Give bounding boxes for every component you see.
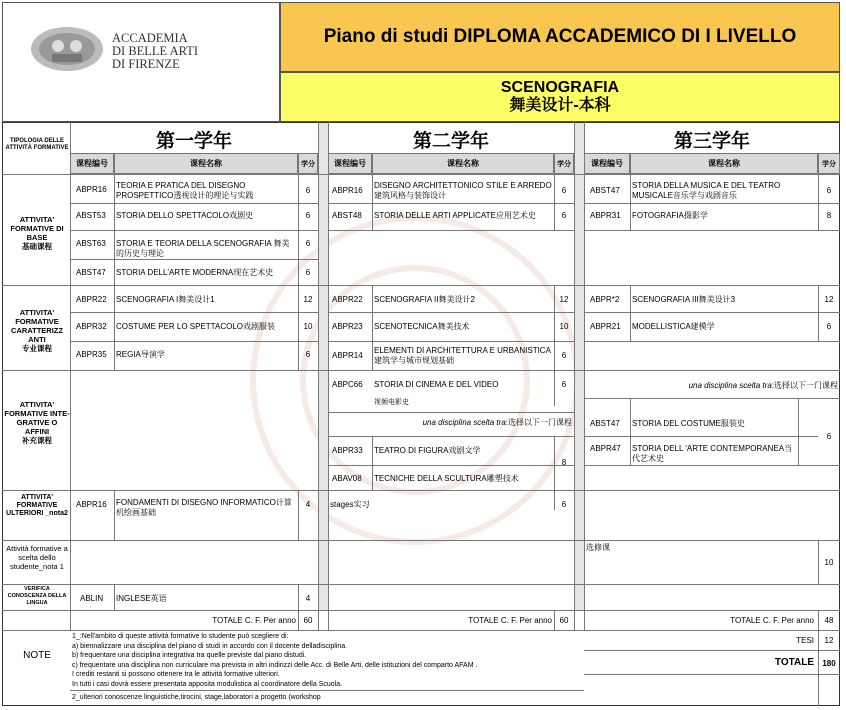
- y2-r5-credit: 12: [559, 295, 569, 304]
- y2-r7-name: ELEMENTI DI ARCHITETTURA E URBANISTICA建筑学与城市规划基础: [374, 346, 551, 365]
- y3-r1-name: STORIA DELLA MUSICA E DEL TEATRO MUSICALE音乐学与戏剧音乐: [632, 181, 781, 200]
- y1-r1-credit: 6: [305, 186, 311, 195]
- y2-stages: stages实习: [330, 500, 370, 509]
- y1-r5-name: SCENOGRAFIA I舞美设计1: [116, 295, 215, 304]
- logo-line-2: DI BELLE ARTI: [112, 44, 199, 58]
- y2-r7-code: ABPR14: [332, 351, 363, 360]
- y3-r2-name: FOTOGRAFIA摄影学: [632, 211, 708, 220]
- y1-r3-name: STORIA E TEORIA DELLA SCENOGRAFIA 舞美的历史与理论: [116, 239, 290, 258]
- subtitle-cn: 舞美设计-本科: [509, 97, 611, 114]
- y1-col-name: 课程名称: [114, 153, 298, 174]
- year-1-title: 第一学年: [155, 131, 232, 152]
- y2-total: 60: [559, 616, 569, 625]
- y1-r9-credit: 4: [305, 594, 311, 603]
- subtitle-banner: [280, 72, 840, 122]
- y3-scelta-label: una disciplina scelta tra:选择以下一门课程: [688, 381, 838, 390]
- y1-col-credit: 学分: [298, 153, 318, 174]
- y2-col-credit: 学分: [554, 153, 574, 174]
- y2-stages-credit: 6: [561, 500, 567, 509]
- y1-r6-name: COSTUME PER LO SPETTACOLO戏剧服装: [116, 322, 275, 331]
- tipologia-header: TIPOLOGIA DELLE ATTIVITÀ FORMATIVE: [5, 138, 69, 151]
- y1-r5-code: ABPR22: [76, 295, 107, 304]
- y2-scelta-label: una disciplina scelta tra:选择以下一门课程: [422, 418, 572, 427]
- y1-r8-credit: 4: [305, 500, 311, 509]
- y2-col-code: 课程编号: [328, 153, 372, 174]
- y1-r2-code: ABST53: [76, 211, 106, 220]
- page-title: Piano di studi DIPLOMA ACCADEMICO DI I LIVELLO: [323, 26, 797, 47]
- note-line: c) frequentare una disciplina non curriculare ma prevista in altri indirizzi delle Acc. di Belle Arti, delle istituzioni del comparto AFAM .: [72, 661, 478, 669]
- y1-total-label: TOTALE C. F. Per anno: [212, 616, 296, 625]
- y3-r2-code: ABPR31: [590, 211, 621, 220]
- y1-r3-code: ABST63: [76, 239, 106, 248]
- y2-r2-code: ABST48: [332, 211, 362, 220]
- y1-col-code: 课程编号: [70, 153, 114, 174]
- y1-r7-code: ABPR35: [76, 350, 107, 359]
- note-line: I crediti restanti si possono ottenere tra le attività formative ulteriori.: [72, 671, 280, 679]
- y3-col-name: 课程名称: [630, 153, 818, 174]
- y1-r8-code: ABPR16: [76, 500, 107, 509]
- year-2-title: 第二学年: [412, 131, 489, 152]
- y2-r10-name: TECNICHE DELLA SCULTURA雕塑技术: [374, 474, 519, 483]
- y3-r6-name: MODELLISTICA建模学: [632, 322, 715, 331]
- y2-r8-code: ABPC66: [332, 380, 363, 389]
- logo-line-1: ACCADEMIA: [112, 31, 188, 45]
- y2-r1-name: DISEGNO ARCHITETTONICO STILE E ARREDO建筑风格与装饰设计: [374, 181, 552, 200]
- y3-r1-credit: 6: [826, 186, 832, 195]
- y3-r5-name: SCENOGRAFIA III舞美设计3: [632, 295, 736, 304]
- y2-r2-name: STORIA DELLE ARTI APPLICATE应用艺术史: [374, 211, 536, 220]
- y3-col-code: 课程编号: [584, 153, 630, 174]
- logo-line-3: DI FIRENZE: [112, 57, 180, 71]
- y3-scelta-note: 选修课: [586, 543, 610, 552]
- y3-total: 48: [824, 616, 834, 625]
- academy-crest-icon: [28, 24, 106, 74]
- y3-total-label: TOTALE C. F. Per anno: [730, 616, 814, 625]
- tesi-credit: 12: [824, 636, 834, 645]
- totale-label: TOTALE: [774, 657, 814, 668]
- cat-integrative: ATTIVITA' FORMATIVE INTE-GRATIVE O AFFINI 补充课程: [4, 400, 70, 445]
- y2-r6-credit: 10: [559, 322, 569, 331]
- y1-r8-name: FONDAMENTI DI DISEGNO INFORMATICO计算机绘画基础: [116, 498, 292, 517]
- y2-r6-code: ABPR23: [332, 322, 363, 331]
- cat-base: ATTIVITA' FORMATIVE DI BASE 基础课程: [10, 215, 64, 251]
- note-line: In tutti i casi dovrà essere presentata apposita modulistica al coordinatore della Scuola.: [72, 680, 343, 688]
- y2-total-label: TOTALE C. F. Per anno: [468, 616, 552, 625]
- y1-r6-code: ABPR32: [76, 322, 107, 331]
- y2-r7-credit: 6: [561, 351, 567, 360]
- cat-verifica: VERIFICA CONOSCENZA DELLA LINGUA: [7, 586, 67, 606]
- y3-scelta-credit: 10: [824, 558, 834, 567]
- cat-caratterizzanti: ATTIVITA' FORMATIVE CARATTERIZZ ANTI 专业课程: [11, 308, 63, 353]
- y2-r5-code: ABPR22: [332, 295, 363, 304]
- tesi-label: TESI: [796, 636, 814, 645]
- subtitle: SCENOGRAFIA: [500, 79, 620, 96]
- y2-r9-credit: 8: [561, 458, 567, 467]
- y3-r9-name: STORIA DELL 'ARTE CONTEMPORANEA当代艺术史: [632, 444, 793, 463]
- y2-r6-name: SCENOTECNICA舞美技术: [374, 322, 470, 331]
- y1-r4-code: ABST47: [76, 268, 106, 277]
- y2-r2-credit: 6: [561, 211, 567, 220]
- cat-ulteriori: ATTIVITA' FORMATIVE ULTERIORI _nota2: [6, 494, 68, 517]
- y1-r1-name: TEORIA E PRATICA DEL DISEGNO PROSPETTICO透视设计的理论与实践: [116, 181, 254, 200]
- y1-total: 60: [303, 616, 313, 625]
- y1-r4-credit: 6: [305, 268, 311, 277]
- y1-r9-name: INGLESE英语: [116, 594, 167, 603]
- y3-r9-code: ABPR47: [590, 444, 621, 453]
- y1-r6-credit: 10: [303, 322, 313, 331]
- y2-r5-name: SCENOGRAFIA II舞美设计2: [374, 295, 475, 304]
- cat-note: NOTE: [23, 650, 51, 661]
- y3-r2-credit: 8: [826, 211, 832, 220]
- y3-r5-code: ABPR*2: [590, 295, 620, 304]
- y3-r8-name: STORIA DEL COSTUME服装史: [632, 419, 745, 428]
- y2-r8-name: STORIA DI CINEMA E DEL VIDEO: [374, 380, 499, 389]
- note-line: a) biennalizzare una disciplina del piano di studi in accordo con il docente delladisciplina.: [72, 642, 348, 650]
- y3-r6-code: ABPR21: [590, 322, 621, 331]
- y2-r10-code: ABAV08: [332, 474, 362, 483]
- y1-r2-name: STORIA DELLO SPETTACOLO戏剧史: [116, 211, 254, 220]
- y2-r1-credit: 6: [561, 186, 567, 195]
- title-banner: [280, 2, 840, 72]
- y2-r1-code: ABPR16: [332, 186, 363, 195]
- y1-r1-code: ABPR16: [76, 185, 107, 194]
- totale-credit: 180: [822, 659, 836, 668]
- note-line: 1_:Nell'ambito di queste attività formative lo studente può scegliere di:: [72, 633, 289, 640]
- y1-r7-credit: 6: [305, 350, 311, 359]
- y3-integr-credit: 6: [826, 432, 832, 441]
- y1-r9-code: ABLIN: [80, 594, 104, 603]
- y3-r8-code: ABST47: [590, 419, 620, 428]
- y3-r1-code: ABST47: [590, 186, 620, 195]
- notes-block: [72, 632, 582, 702]
- y3-r6-credit: 6: [826, 322, 832, 331]
- y3-col-credit: 学分: [818, 153, 840, 174]
- y2-r9-code: ABPR33: [332, 446, 363, 455]
- y2-col-name: 课程名称: [372, 153, 554, 174]
- y1-r5-credit: 12: [303, 295, 313, 304]
- cat-scelta: Attività formative a scelta dello studente_nota 1: [6, 544, 68, 571]
- note-line: 2_ulteriori conoscenze linguistiche,tirocini, stage,laboratori a progetto (workshop: [72, 693, 321, 701]
- year-3-title: 第三学年: [673, 131, 750, 152]
- y2-r8-name-cn: 视频电影史: [374, 399, 409, 406]
- y1-r7-name: REGIA导演学: [116, 350, 165, 359]
- y1-r2-credit: 6: [305, 211, 311, 220]
- note-line: b) frequentare una disciplina integrativa tra quelle previste dal piano distudi.: [72, 652, 307, 660]
- y1-r4-name: STORIA DELL'ARTE MODERNA现在艺术史: [116, 268, 274, 277]
- y2-r9-name: TEATRO DI FIGURA戏剧文学: [374, 446, 481, 455]
- y1-r3-credit: 6: [305, 239, 311, 248]
- y2-r8-credit: 6: [561, 380, 567, 389]
- y3-r5-credit: 12: [824, 295, 834, 304]
